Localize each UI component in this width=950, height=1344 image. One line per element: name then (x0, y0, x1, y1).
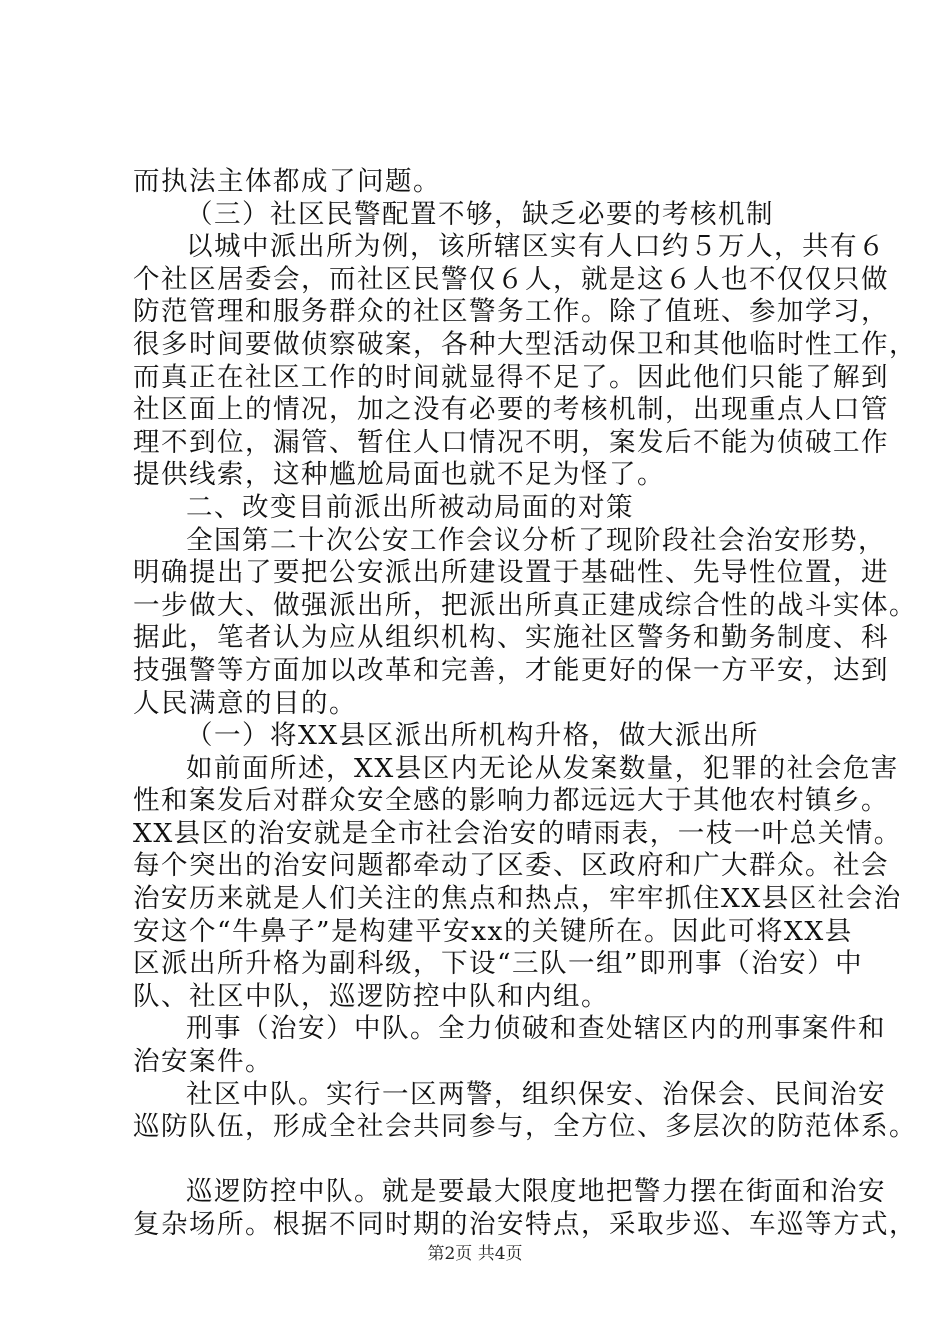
text-line: XX县区的治安就是全市社会治安的晴雨表，一枝一叶总关情。 (133, 817, 902, 849)
text-line: 社区中队。实行一区两警，组织保安、治保会、民间治安 (186, 1078, 886, 1110)
text-line: 人民满意的目的。 (133, 687, 357, 719)
text-line: 巡防队伍，形成全社会共同参与，全方位、多层次的防范体系。 (133, 1111, 917, 1143)
text-line: 性和案发后对群众安全感的影响力都远远大于其他农村镇乡。 (133, 785, 889, 817)
text-line: 很多时间要做侦察破案，各种大型活动保卫和其他临时性工作， (133, 328, 917, 360)
text-line: 巡逻防控中队。就是要最大限度地把警力摆在街面和治安 (186, 1176, 886, 1208)
text-line: 区派出所升格为副科级，下设“三队一组”即刑事（治安）中 (133, 948, 864, 980)
text-line: 而执法主体都成了问题。 (133, 166, 441, 197)
text-line: 技强警等方面加以改革和完善，才能更好的保一方平安，达到 (133, 654, 889, 686)
text-line: 社区面上的情况，加之没有必要的考核机制，出现重点人口管 (133, 394, 889, 426)
text-line: 复杂场所。根据不同时期的治安特点，采取步巡、车巡等方式， (133, 1209, 917, 1240)
text-line: 安这个“牛鼻子”是构建平安xx的关键所在。因此可将XX县 (133, 915, 853, 947)
text-line: 而真正在社区工作的时间就显得不足了。因此他们只能了解到 (133, 361, 889, 393)
text-line: 一步做大、做强派出所，把派出所真正建成综合性的战斗实体。 (133, 589, 917, 621)
text-line: 每个突出的治安问题都牵动了区委、区政府和广大群众。社会 (133, 850, 889, 882)
text-line: 个社区居委会，而社区民警仅６人，就是这６人也不仅仅只做 (133, 263, 889, 295)
section-heading: 二、改变目前派出所被动局面的对策 (186, 491, 634, 523)
text-line: 防范管理和服务群众的社区警务工作。除了值班、参加学习， (133, 296, 889, 328)
text-line: 据此，笔者认为应从组织机构、实施社区警务和勤务制度、科 (133, 622, 889, 654)
text-line: 提供线索，这种尴尬局面也就不足为怪了。 (133, 459, 665, 491)
blank-line (133, 1144, 853, 1177)
text-line: 以城中派出所为例，该所辖区实有人口约５万人，共有６ (186, 231, 886, 263)
section-heading: （一）将XX县区派出所机构升格，做大派出所 (186, 720, 759, 752)
text-line: 明确提出了要把公安派出所建设置于基础性、先导性位置，进 (133, 557, 889, 589)
text-line: 理不到位，漏管、暂住人口情况不明，案发后不能为侦破工作 (133, 426, 889, 458)
text-line: 治安历来就是人们关注的焦点和热点，牢牢抓住XX县区社会治 (133, 883, 902, 915)
page-number-footer: 第2页 共4页 (427, 1244, 523, 1264)
text-line: 如前面所述，XX县区内无论从发案数量，犯罪的社会危害 (186, 752, 899, 784)
text-line: 刑事（治安）中队。全力侦破和查处辖区内的刑事案件和 (186, 1013, 886, 1045)
text-line: 队、社区中队，巡逻防控中队和内组。 (133, 980, 609, 1012)
section-heading: （三）社区民警配置不够，缺乏必要的考核机制 (186, 198, 774, 230)
text-line: 全国第二十次公安工作会议分析了现阶段社会治安形势， (186, 524, 886, 556)
text-line: 治安案件。 (133, 1046, 273, 1078)
document-body (133, 166, 917, 1242)
